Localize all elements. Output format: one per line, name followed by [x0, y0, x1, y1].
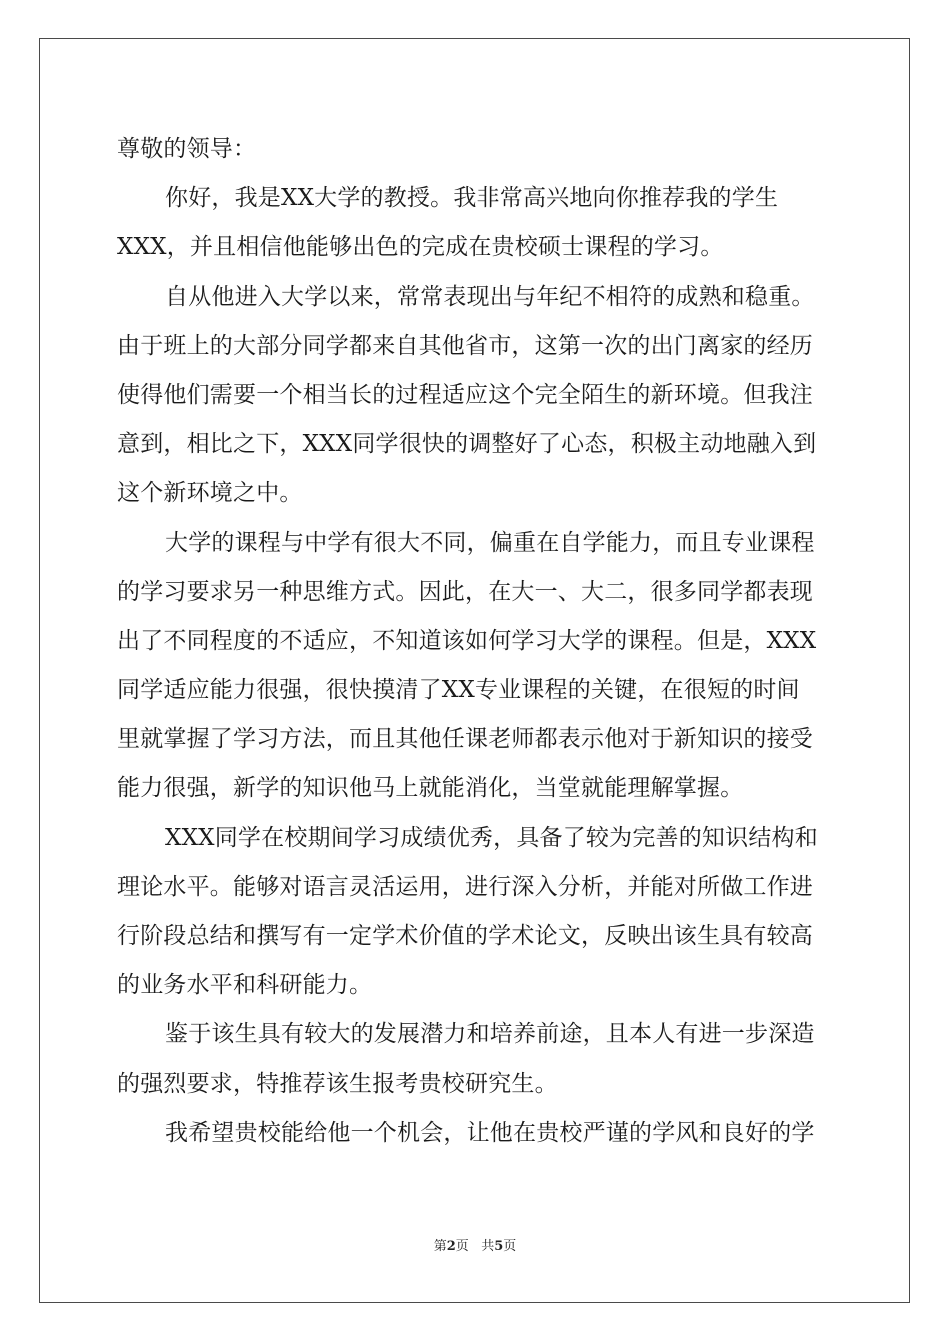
text-line: 使得他们需要一个相当长的过程适应这个完全陌生的新环境。但我注 — [117, 381, 813, 408]
text-line: 你好，我是XX大学的教授。我非常高兴地向你推荐我的学生 — [165, 185, 779, 212]
total-suffix: 页 — [503, 1239, 517, 1254]
text-line: 的业务水平和科研能力。 — [117, 972, 373, 999]
text-line: XXX同学在校期间学习成绩优秀，具备了较为完善的知识结构和 — [165, 824, 818, 851]
page-suffix: 页 — [455, 1239, 469, 1254]
text-line: 的学习要求另一种思维方式。因此，在大一、大二，很多同学都表现 — [117, 578, 813, 605]
page-footer — [0, 1238, 950, 1256]
text-line: 尊敬的领导： — [117, 136, 257, 162]
text-line: 出了不同程度的不适应，不知道该如何学习大学的课程。但是，XXX — [117, 627, 817, 654]
text-line: 大学的课程与中学有很大不同，偏重在自学能力，而且专业课程 — [165, 529, 815, 556]
total-prefix: 共 — [481, 1239, 495, 1254]
text-line: 同学适应能力很强，很快摸清了XX专业课程的关键，在很短的时间 — [117, 677, 800, 704]
text-line: XXX，并且相信他能够出色的完成在贵校硕士课程的学习。 — [117, 234, 724, 261]
text-line: 里就掌握了学习方法，而且其他任课老师都表示他对于新知识的接受 — [117, 726, 813, 753]
text-line: 意到，相比之下，XXX同学很快的调整好了心态，积极主动地融入到 — [117, 431, 817, 458]
text-line: 自从他进入大学以来，常常表现出与年纪不相符的成熟和稳重。 — [165, 283, 815, 310]
letter-body — [117, 125, 835, 1158]
text-line: 能力很强，新学的知识他马上就能消化，当堂就能理解掌握。 — [117, 775, 744, 802]
total-pages: 5 — [494, 1239, 504, 1254]
page-prefix: 第 — [433, 1239, 447, 1254]
text-line: 行阶段总结和撰写有一定学术价值的学术论文，反映出该生具有较高 — [117, 923, 813, 949]
text-line: 由于班上的大部分同学都来自其他省市，这第一次的出门离家的经历 — [117, 332, 813, 359]
text-line: 这个新环境之中。 — [117, 480, 303, 507]
text-line: 理论水平。能够对语言灵活运用，进行深入分析，并能对所做工作进 — [117, 873, 813, 900]
text-line: 鉴于该生具有较大的发展潜力和培养前途，且本人有进一步深造 — [165, 1021, 815, 1048]
page-number: 2 — [446, 1239, 456, 1254]
text-line: 的强烈要求，特推荐该生报考贵校研究生。 — [117, 1070, 558, 1097]
text-line: 我希望贵校能给他一个机会，让他在贵校严谨的学风和良好的学 — [165, 1119, 815, 1146]
